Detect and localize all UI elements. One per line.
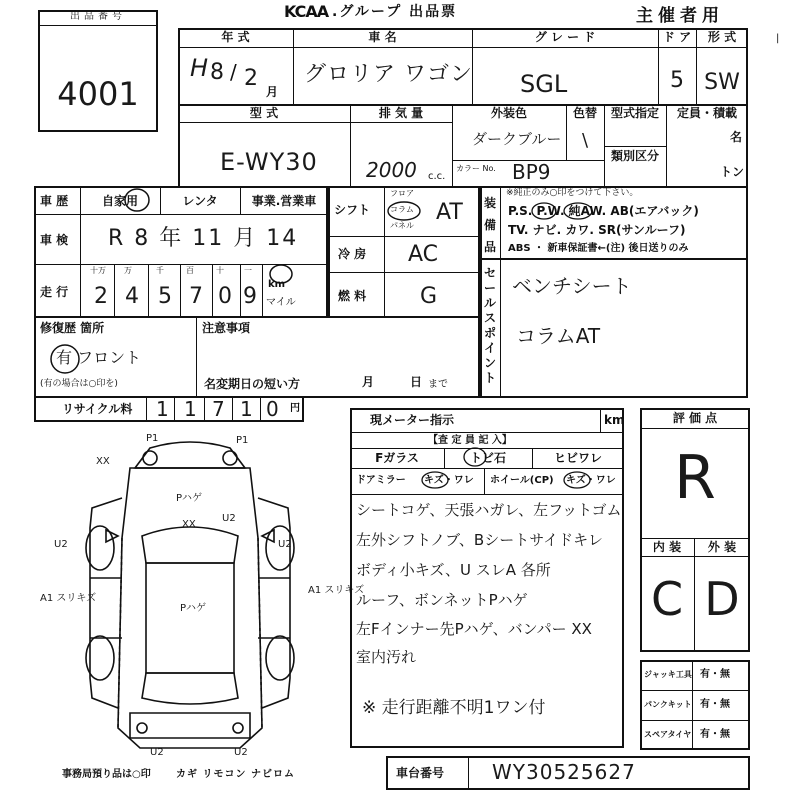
mirror-damage-circle xyxy=(420,470,450,490)
recycle-digit-4: 1 xyxy=(240,397,253,421)
meter-label: 現メーター指示 xyxy=(370,413,455,427)
repair-value: 有 フロント xyxy=(56,348,142,367)
chassis-value: WY30525627 xyxy=(492,760,636,784)
equipment-circles xyxy=(530,200,610,224)
diagram-mark-8: U2 xyxy=(278,539,292,550)
inspector-note-5: 左Fインナー先Pハゲ、バンパー XX xyxy=(356,620,592,638)
name-label: 車 名 xyxy=(368,30,397,44)
unit-100: 百 xyxy=(186,266,194,275)
diagram-mark-1: XX xyxy=(96,456,110,467)
color-value: ダークブルー xyxy=(472,130,562,148)
mileage-digit-4: 7 xyxy=(189,284,203,309)
door-mirror-label: ドアミラー xyxy=(356,475,406,486)
history-circle-mark xyxy=(122,186,152,214)
exterior-value: D xyxy=(704,572,740,626)
unit-100k: 十万 xyxy=(90,266,106,275)
km-circle-mark xyxy=(266,262,296,286)
chassis-label: 車台番号 xyxy=(396,766,445,780)
inspection-label: 車 検 xyxy=(40,233,69,247)
history-rental: レンタ xyxy=(182,194,218,208)
mileage-label: 走 行 xyxy=(40,285,69,299)
wheel-damage-label: キズ・ワレ xyxy=(566,475,616,486)
history-label: 車 歴 xyxy=(40,194,69,208)
model-designation-label: 型式指定 xyxy=(610,106,659,120)
puncture-kit-label: パンクキット xyxy=(644,700,692,709)
spare-tire-value: 有・無 xyxy=(700,729,730,740)
lot-label: 出品番号 xyxy=(70,11,126,22)
inspector-label: 【査 定 員 記 入】 xyxy=(428,435,512,446)
diagram-mark-5: XX xyxy=(182,519,196,530)
cc-unit: c.c. xyxy=(428,171,446,182)
shift-panel: パネル xyxy=(390,221,414,230)
model-value: E-WY30 xyxy=(220,148,318,176)
shift-circle-mark xyxy=(386,200,422,222)
equipment-note: ※純正のみ○印をつけて下さい。 xyxy=(506,188,639,198)
recycle-unit: 円 xyxy=(290,403,300,414)
inspector-note-1: シートコゲ、天張ハガレ、左フットゴム xyxy=(356,501,622,519)
corner-mark: | xyxy=(776,33,780,44)
diagram-mark-13: U2 xyxy=(234,747,248,758)
tobi-ishi-circle xyxy=(462,446,488,468)
jack-value: 有・無 xyxy=(700,669,730,680)
km-label: km xyxy=(268,279,286,290)
diagram-mark-11: Pハゲ xyxy=(180,603,207,614)
inspector-note-2: 左外シフトノブ、Bシートサイドキレ xyxy=(356,531,603,549)
history-business: 事業.営業車 xyxy=(251,194,317,208)
jack-label: ジャッキ工具 xyxy=(644,670,692,679)
brand-logo: KCAA xyxy=(284,2,329,21)
color-label: 外装色 xyxy=(490,106,527,120)
recycle-digit-5: 0 xyxy=(266,397,279,421)
history-private: 自家用 xyxy=(101,194,138,208)
sales-point-line2: コラムAT xyxy=(516,324,601,348)
lot-number: 4001 xyxy=(57,75,139,113)
meter-unit: km xyxy=(604,413,625,427)
ac-value: AC xyxy=(408,242,439,267)
spare-tire-label: スペアタイヤ xyxy=(644,730,692,739)
year-era: H xyxy=(190,54,209,82)
displacement-value: 2000 xyxy=(366,158,417,182)
diagram-mark-9: A1 スリキズ xyxy=(40,593,97,604)
mileage-digit-1: 2 xyxy=(94,284,108,309)
shift-column: コラム xyxy=(390,205,414,214)
inspector-note-6: 室内汚れ xyxy=(356,648,417,666)
lot-number-box xyxy=(38,10,158,132)
ac-label: 冷 房 xyxy=(338,247,367,261)
year-month: 2 xyxy=(244,66,258,91)
year-month-unit: 月 xyxy=(266,85,279,99)
wheel-label: ホイール(CP) xyxy=(490,475,554,486)
fuel-value: G xyxy=(420,284,438,309)
inspector-note-3: ボディ小キズ、U スレA 各所 xyxy=(356,561,551,579)
shape-label: 形 式 xyxy=(707,30,737,44)
mirror-damage-label: キズ・ワレ xyxy=(424,475,474,486)
recycle-digit-1: 1 xyxy=(156,397,169,421)
unit-10k: 万 xyxy=(124,266,132,275)
diagram-mark-10: A1 スリキズ xyxy=(308,585,365,596)
organizer-label: 主催者用 xyxy=(636,6,724,26)
mile-label: マイル xyxy=(266,297,296,308)
diagram-mark-7: U2 xyxy=(54,539,68,550)
mileage-digit-5: 0 xyxy=(218,284,232,309)
shift-label: シフト xyxy=(334,203,371,217)
repair-circle-mark xyxy=(48,342,82,376)
color-change-value: \ xyxy=(581,130,589,151)
doors-value: 5 xyxy=(670,68,684,93)
repair-note: (有の場合は○印を) xyxy=(40,379,118,389)
sales-point-label: セールスポイント xyxy=(484,266,497,385)
doors-label: ド ア xyxy=(662,30,692,44)
recycle-digit-2: 1 xyxy=(184,397,197,421)
equipment-label: 装備品 xyxy=(484,196,497,254)
diagram-mark-6: U2 xyxy=(222,513,236,524)
year-label: 年 式 xyxy=(221,30,250,44)
fuel-label: 燃 料 xyxy=(338,289,367,303)
inspector-note-4: ルーフ、ボンネットPハゲ xyxy=(356,591,528,609)
diagram-mark-4: Pハゲ xyxy=(176,493,203,504)
office-items: カギ リモコン ナビロム xyxy=(176,769,295,780)
hibi-ware-label: ヒビワレ xyxy=(553,451,602,465)
displacement-label: 排 気 量 xyxy=(378,106,424,120)
diagram-mark-12: U2 xyxy=(150,747,164,758)
repair-label: 修復歴 箇所 xyxy=(40,321,105,335)
capacity-label: 定員・積載 xyxy=(676,106,737,120)
equipment-line3: ABS ・ 新車保証書←(注) 後日送りのみ xyxy=(508,243,689,254)
color-change-label: 色替 xyxy=(572,106,597,120)
name-change-day: 日 xyxy=(410,375,423,389)
notes-label: 注意事項 xyxy=(202,321,251,335)
class-section-label: 類別区分 xyxy=(610,149,659,163)
shape-value: SW xyxy=(704,70,740,95)
equipment-line1: P.S. P.W. 純AW. AB(エアバック) xyxy=(508,204,699,218)
shift-floor: フロア xyxy=(390,189,414,198)
diagram-mark-3: P1 xyxy=(236,435,249,446)
equipment-line2: TV. ナビ. カワ. SR(サンルーフ) xyxy=(508,223,686,237)
sales-point-line1: ベンチシート xyxy=(512,274,632,298)
capacity-ton-unit: トン xyxy=(720,165,745,179)
car-name: グロリア ワゴン xyxy=(304,62,473,87)
inspector-note-7: ※ 走行距離不明1ワン付 xyxy=(362,698,546,718)
mileage-digit-6: 9 xyxy=(243,284,257,309)
interior-label: 内 装 xyxy=(652,540,682,554)
name-change-month: 月 xyxy=(362,375,375,389)
office-note: 事務局預り品は○印 xyxy=(62,769,151,780)
shift-value: AT xyxy=(436,200,463,225)
color-code-label: カラー No. xyxy=(456,164,496,173)
grade-value: SGL xyxy=(520,70,568,98)
inspection-value: R 8 年 11 月 14 xyxy=(108,226,299,251)
puncture-kit-value: 有・無 xyxy=(700,699,730,710)
sheet-title: .グループ 出品票 xyxy=(332,4,458,20)
color-code-value: BP9 xyxy=(512,160,551,184)
wheel-damage-circle xyxy=(562,470,592,490)
name-change-until: まで xyxy=(428,379,448,390)
tobi-ishi-label: トビ石 xyxy=(469,451,506,465)
diagram-mark-2: P1 xyxy=(146,433,159,444)
year-num: 8 xyxy=(210,60,224,85)
exterior-label: 外 装 xyxy=(707,540,737,554)
recycle-label: リサイクル料 xyxy=(62,402,133,416)
unit-1: 一 xyxy=(244,266,252,275)
mileage-digit-3: 5 xyxy=(158,284,172,309)
unit-1k: 千 xyxy=(156,266,164,275)
auction-sheet: 出品番号 4001 KCAA .グループ 出品票 主催者用 | 年 式 車 名 グ レ ー ド ド ア 形 式 H 8 / 2 月 グロリア ワゴン SGL 5 SW 型 式 排 気 量 外装色 色替 型式指定 定員・積載 類別区分 名 トン E-WY30 2000 c.c. ダークブルー \ カラー No. BP9 車 歴 自家用 レンタ 事業.営業車 車 検 R 8 年 11 月 14 走 行 十万 万 千 百 十 一 2 4 5 7 0 9 km マイル シフト フロア コラム パネル AT 冷 房 AC 燃 料 G 装備品 ※純正のみ○印をつけて下さい。 P.S. P.W. 純AW. AB(エアバック) TV. ナビ. カワ. SR(サンルーフ) ABS ・ 新車保証書←(注) 後日送りのみ セールスポイント ベンチシート コラムAT 修復歴 箇所 有 フロント (有の場合は○印を) 注意事項 名変期日の短い方 月 日 まで リサイクル料 1 1 7 1 0 円 XX P1 P1 Pハゲ XX U2 U2 U2 A1 スリキズ A1 スリキズ Pハゲ U2 U2 現メーター指示 km 【査 定 員 記 入】 Fガラス トビ石 ヒビワレ ドアミラー キズ・ワレ ホイール(CP) キズ・ワレ シートコゲ、天張ハガレ、左フットゴム 左外シフトノブ、Bシートサイドキレ ボディ小キズ、U スレA 各所 ルーフ、ボンネットPハゲ 左Fインナー先Pハゲ、バンパー XX 室内汚れ ※ 走行距離不明1ワン付 評 価 点 R 内 装 外 装 C D ジャッキ工具 有・無 パンクキット 有・無 スペアタイヤ 有・無 車台番号 WY30525627 事務局預り品は○印 カギ リモコン ナビロム xyxy=(0,0,800,800)
name-change-label: 名変期日の短い方 xyxy=(204,377,301,391)
score-label: 評 価 点 xyxy=(672,411,718,425)
grade-label: グ レ ー ド xyxy=(534,30,596,44)
interior-value: C xyxy=(650,572,684,626)
score-value: R xyxy=(674,443,716,513)
f-glass-label: Fガラス xyxy=(375,451,419,465)
recycle-digit-3: 7 xyxy=(212,397,225,421)
capacity-people-unit: 名 xyxy=(730,130,743,144)
mileage-digit-2: 4 xyxy=(125,284,139,309)
model-label: 型 式 xyxy=(249,106,279,120)
unit-10: 十 xyxy=(216,266,224,275)
